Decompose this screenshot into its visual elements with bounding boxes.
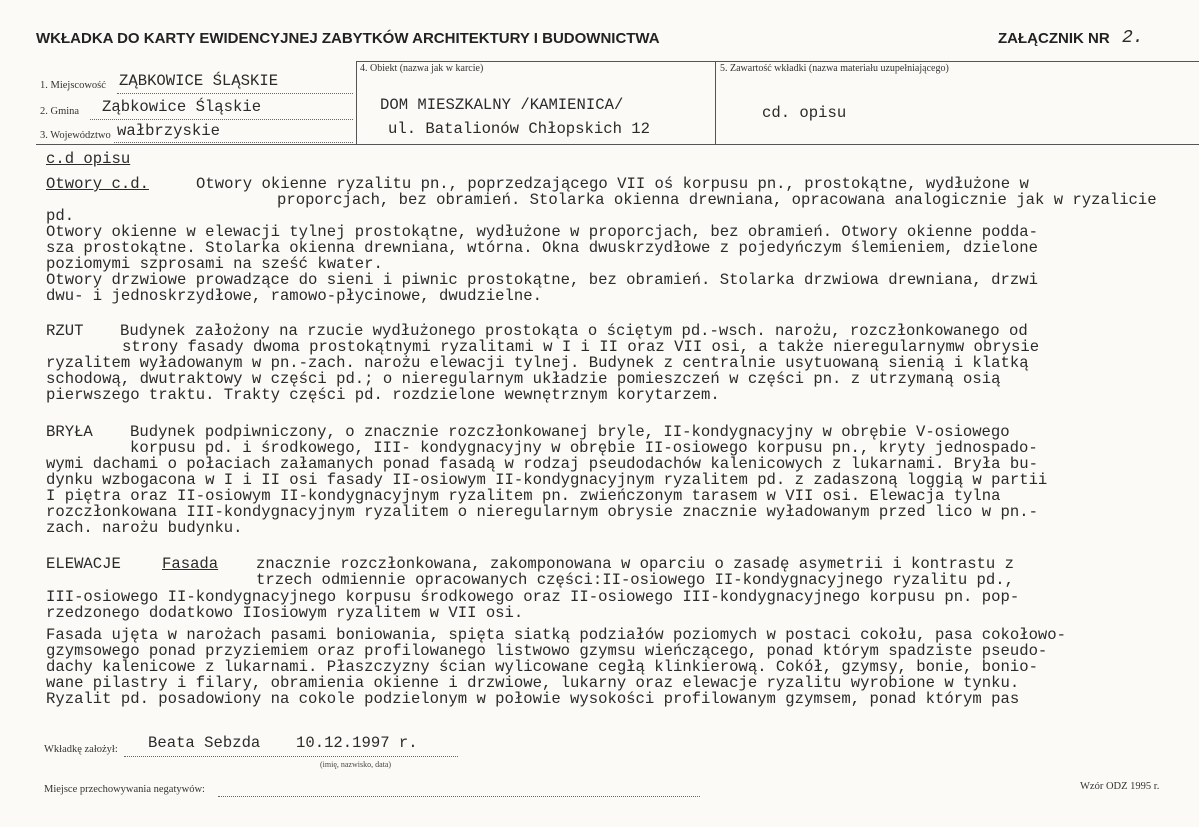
author-name: Beata Sebzda [148, 734, 261, 752]
subsection-label-fasada: Fasada [162, 555, 219, 573]
author-date: 10.12.1997 r. [296, 734, 418, 752]
wojewodztwo-label: 3. Województwo [40, 130, 111, 141]
zawartosc-label: 5. Zawartość wkładki (nazwa materiału uzupełniającego) [720, 63, 949, 74]
body-line: gzymsowego ponad przyziemiem oraz profilowanego listwowo gzymsu wieńczącego, ponad którym spadziste pseudo- [46, 642, 1048, 660]
body-line: ryzalitem wyładowanym w pn.-zach. narożu elewacji tylnej. Budynek z centralnie usytuowaną sienią i klatką [46, 354, 1029, 372]
body-line: trzech odmiennie opracowanych części:II-osiowego II-kondygnacyjnego ryzalitu pd., [256, 571, 1014, 589]
gmina-label: 2. Gmina [40, 106, 80, 117]
body-line: rozczłonkowana III-kondygnacyjnym ryzalitem o nieregularnym obrysie znacznie wyładowanym przed lico w pn.- [46, 503, 1038, 521]
author-hint: (imię, nazwisko, data) [320, 760, 392, 769]
obiekt-line-2: ul. Batalionów Chłopskich 12 [388, 120, 651, 138]
body-line: wane pilastry i filary, obramienia okienne i drzwiowe, lukarny oraz elewacje ryzalitu wyrobione w tynku. [46, 674, 1020, 692]
form-id: Wzór ODZ 1995 r. [1080, 781, 1160, 792]
attachment-number: 2. [1122, 28, 1144, 48]
body-line: zach. narożu budynku. [46, 519, 243, 537]
body-line: schodową, dwutraktowy w części pd.; o nieregularnym układzie pomieszczeń w części pn. z utrzymaną osią [46, 370, 1001, 388]
body-line: poziomymi szprosami na sześć kwater. [46, 255, 383, 273]
gmina-value: Ząbkowice Śląskie [102, 98, 262, 116]
attachment-label: ZAŁĄCZNIK NR [998, 30, 1110, 47]
body-line: pd. [46, 207, 75, 225]
body-line: znacznie rozczłonkowana, zakomponowana w oparciu o zasadę asymetrii i kontrastu z [256, 555, 1014, 573]
wojewodztwo-value: wałbrzyskie [117, 122, 220, 140]
body-line: sza prostokątne. Stolarka okienna drewniana, wtórna. Okna dwuskrzydłowe z pojedyńczym ślemieniem, dzielone [46, 239, 1038, 257]
body-line: Budynek założony na rzucie wydłużonego prostokąta o ściętym pd.-wsch. narożu, rozczłonkowanego od [120, 322, 1028, 340]
section-label-bryla: BRYŁA [46, 423, 93, 441]
storage-label: Miejsce przechowywania negatywów: [44, 784, 205, 795]
storage-dotted-line [218, 796, 700, 797]
frame-divider-left [356, 61, 357, 144]
body-line: wymi dachami o połaciach załamanych ponad fasadą w rodzaj pseudodachów kalenicowych z lukarnami. Bryła bu- [46, 455, 1038, 473]
body-line: Otwory drzwiowe prowadzące do sieni i piwnic prostokątne, bez obramień. Stolarka drzwiowa drewniana, drzwi [46, 271, 1038, 289]
body-line: strony fasady dwoma prostokątnymi ryzalitami w I i II oraz VII osi, a także nieregularnymw obrysie [122, 338, 1040, 356]
body-line: Budynek podpiwniczony, o znacznie rozczłonkowanej bryle, II-kondygnacyjny w obrębie V-osiowego [130, 423, 1010, 441]
section-label-otwory: Otwory c.d. [46, 175, 149, 193]
obiekt-label: 4. Obiekt (nazwa jak w karcie) [360, 63, 484, 74]
miejscowosc-dotted-line [117, 93, 353, 94]
miejscowosc-label: 1. Miejscowość [40, 80, 106, 91]
gmina-dotted-line [90, 119, 353, 120]
form-title: WKŁADKA DO KARTY EWIDENCYJNEJ ZABYTKÓW ARCHITEKTURY I BUDOWNICTWA [36, 30, 660, 47]
body-line: rzedzonego dodatkowo IIosiowym ryzalitem w VII osi. [46, 604, 524, 622]
body-line: dachy kalenicowe z lukarnami. Płaszczyzny ścian wylicowane cegłą klinkierową. Cokół, gzymsy, bonie, bonio- [46, 658, 1038, 676]
frame-top-line [356, 61, 1199, 62]
body-line: Fasada ujęta w narożach pasami boniowania, spięta siatką podziałów poziomych w postaci cokołu, pasa cokołowo- [46, 626, 1066, 644]
frame-divider-right [715, 61, 716, 144]
body-heading: c.d opisu [46, 150, 131, 168]
obiekt-line-1: DOM MIESZKALNY /KAMIENICA/ [380, 96, 624, 114]
section-label-elewacje: ELEWACJE [46, 555, 121, 573]
body-line: korpusu pd. i środkowego, III- kondygnacyjny w obrębie II-osiowego korpusu pn., kryty jednospado- [130, 439, 1038, 457]
body-line: dwu- i jednoskrzydłowe, ramowo-płycinowe, dwudzielne. [46, 287, 542, 305]
wojewodztwo-dotted-line [114, 142, 353, 143]
body-line: Ryzalit pd. posadowiony na cokole podzielonym w połowie wysokości profilowanym gzymsem, ponad którym pas [46, 690, 1020, 708]
body-line: Otwory okienne ryzalitu pn., poprzedzającego VII oś korpusu pn., prostokątne, wydłużone w [196, 175, 1029, 193]
body-line: Otwory okienne w elewacji tylnej prostokątne, wydłużone w proporcjach, bez obramień. Otwory okienne podda- [46, 223, 1038, 241]
body-line: III-osiowego II-kondygnacyjnego korpusu środkowego oraz II-osiowego III-kondygnacyjnego korpusu pn. pop- [46, 588, 1020, 606]
body-line: pierwszego traktu. Trakty części pd. rozdzielone wewnętrznym korytarzem. [46, 386, 720, 404]
body-line: dynku wzbogacona w I i II osi fasady II-osiowym II-kondygnacyjnym ryzalitem pd. z zadaszoną loggią w partii [46, 471, 1048, 489]
body-line: proporcjach, bez obramień. Stolarka okienna drewniana, opracowana analogicznie jak w ryzalicie [277, 191, 1157, 209]
author-dotted-line [124, 756, 458, 757]
frame-bottom-line [36, 144, 1199, 145]
author-label: Wkładkę założył: [44, 744, 118, 755]
miejscowosc-value: ZĄBKOWICE ŚLĄSKIE [119, 72, 279, 90]
zawartosc-value: cd. opisu [762, 104, 847, 122]
section-label-rzut: RZUT [46, 322, 84, 340]
body-line: I piętra oraz II-osiowym II-kondygnacyjnym ryzalitem pn. zwieńczonym tarasem w VII osi. Elewacja tylna [46, 487, 1001, 505]
